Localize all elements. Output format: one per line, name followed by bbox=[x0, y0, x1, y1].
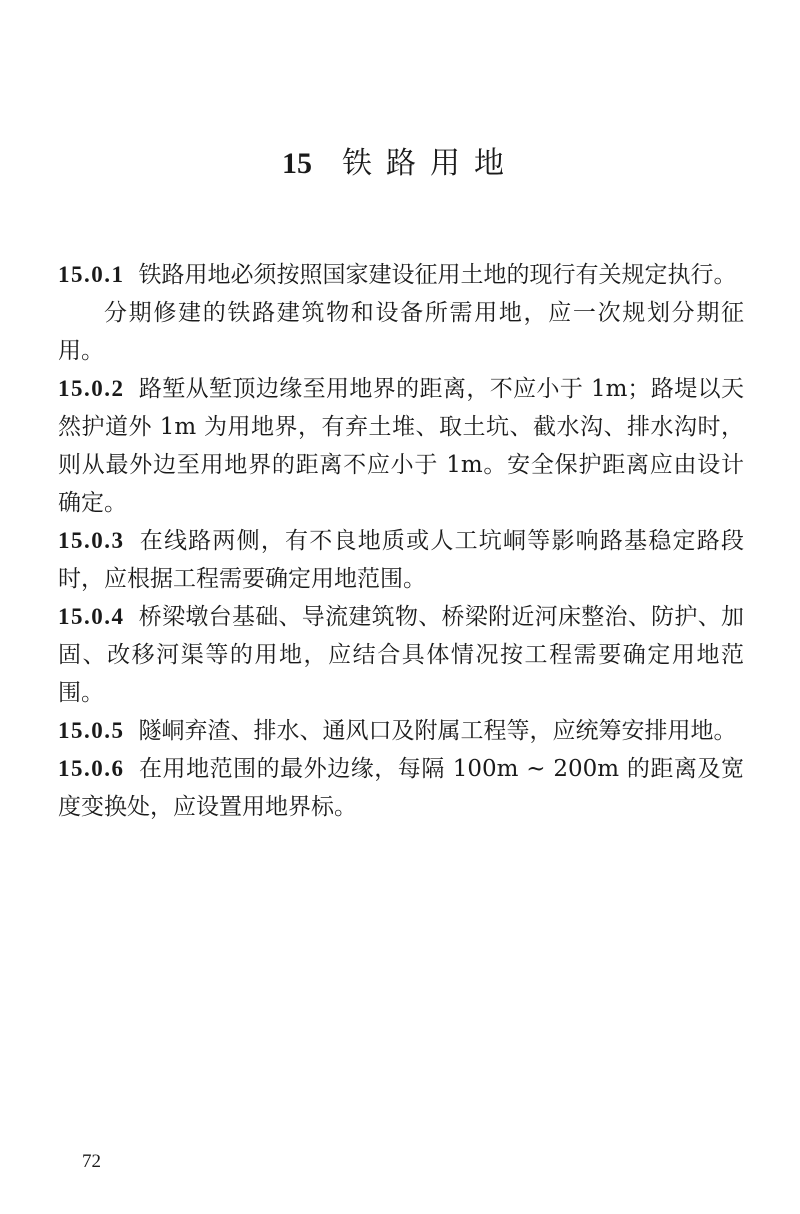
clause-15-0-6 bbox=[58, 750, 744, 826]
clause-number: 15.0.6 bbox=[58, 756, 125, 781]
chapter-title bbox=[0, 142, 800, 186]
clause-15-0-1 bbox=[58, 256, 744, 294]
clause-list bbox=[58, 256, 744, 826]
page-number: 72 bbox=[82, 1151, 101, 1172]
clause-text: 在用地范围的最外边缘，每隔 100m ~ 200m 的距离及宽度变换处，应设置用地界标。 bbox=[58, 756, 744, 820]
clause-15-0-1-continuation bbox=[58, 294, 744, 370]
clause-number: 15.0.4 bbox=[58, 604, 125, 629]
clause-continuation-text: 分期修建的铁路建筑物和设备所需用地，应一次规划分期征用。 bbox=[58, 300, 744, 364]
clause-number: 15.0.5 bbox=[58, 718, 125, 743]
clause-number: 15.0.2 bbox=[58, 376, 125, 401]
clause-number: 15.0.1 bbox=[58, 262, 125, 287]
clause-text: 隧峒弃渣、排水、通风口及附属工程等，应统筹安排用地。 bbox=[138, 718, 737, 744]
clause-15-0-5 bbox=[58, 712, 744, 750]
clause-15-0-4 bbox=[58, 598, 744, 712]
clause-15-0-3 bbox=[58, 522, 744, 598]
chapter-number: 15 bbox=[282, 147, 312, 180]
clause-text: 桥梁墩台基础、导流建筑物、桥梁附近河床整治、防护、加固、改移河渠等的用地，应结合具体情况按工程需要确定用地范围。 bbox=[58, 604, 744, 706]
clause-15-0-2 bbox=[58, 370, 744, 522]
clause-text: 路堑从堑顶边缘至用地界的距离，不应小于 1m；路堤以天然护道外 1m 为用地界，有弃土堆、取土坑、截水沟、排水沟时，则从最外边至用地界的距离不应小于 1m。安全保护距离应由设计确定。 bbox=[58, 376, 744, 516]
clause-text: 在线路两侧，有不良地质或人工坑峒等影响路基稳定路段时，应根据工程需要确定用地范围。 bbox=[58, 528, 744, 592]
clause-text: 铁路用地必须按照国家建设征用土地的现行有关规定执行。 bbox=[138, 262, 737, 288]
clause-number: 15.0.3 bbox=[58, 528, 125, 553]
chapter-name: 铁路用地 bbox=[342, 146, 518, 181]
